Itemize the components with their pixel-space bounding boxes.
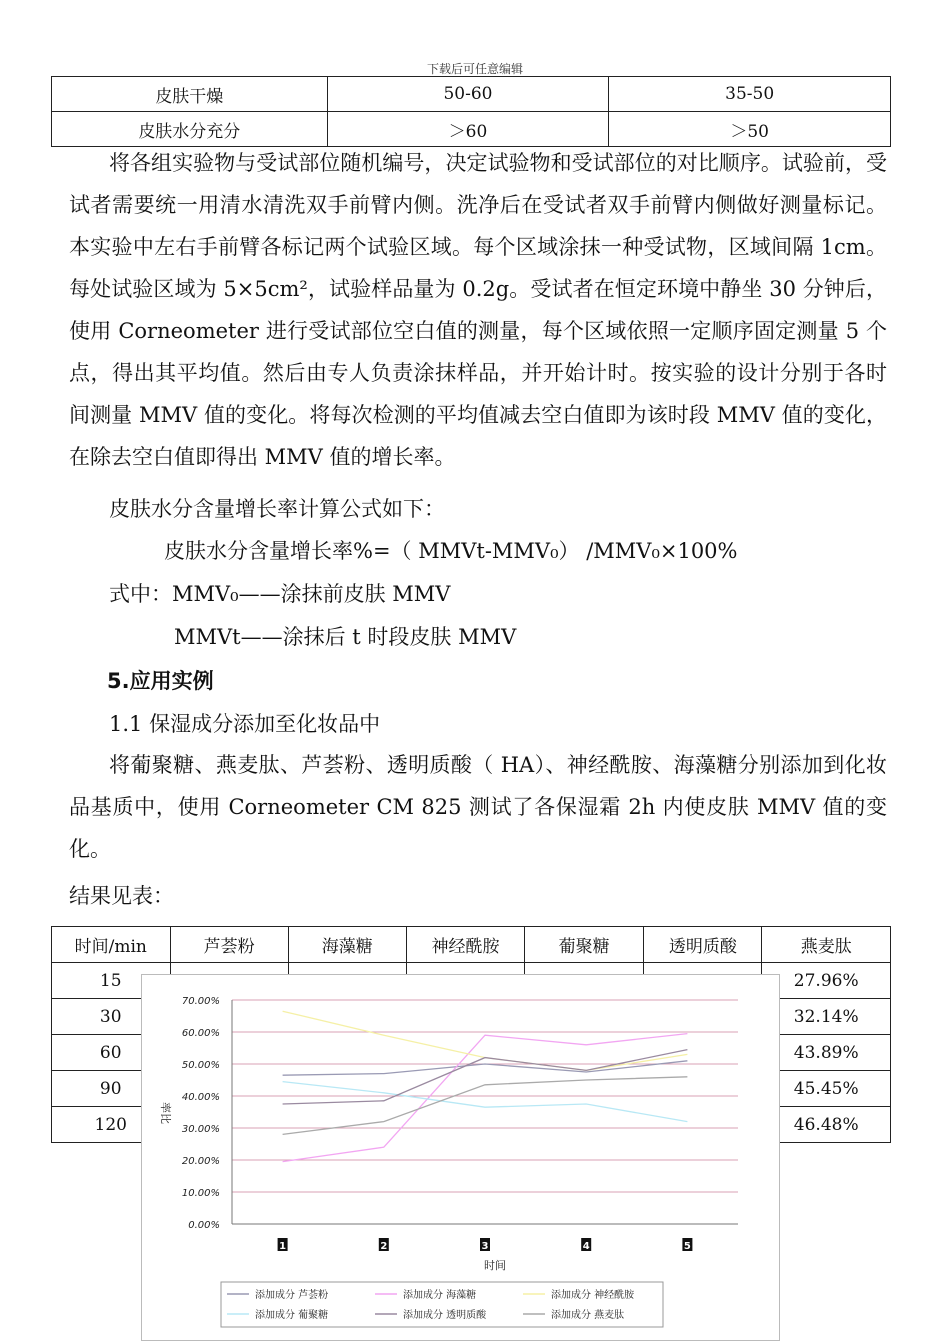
- legend-label: 添加成分 葡聚糖: [255, 1310, 329, 1321]
- y-tick-label: 50.00%: [181, 1060, 220, 1071]
- moisture-growth-line-chart: [141, 974, 780, 1341]
- table-header-cell: 葡聚糖: [525, 927, 644, 963]
- table-cell: 90: [52, 1071, 171, 1107]
- table-header-cell: 神经酰胺: [406, 927, 524, 963]
- formula-intro: 皮肤水分含量增长率计算公式如下：: [109, 497, 445, 521]
- formula-where-2: MMVt——涂抹后 t 时段皮肤 MMV: [174, 625, 517, 649]
- section-title: 5.应用实例: [107, 669, 214, 693]
- table-cell: 30: [52, 999, 171, 1035]
- y-tick-label: 10.00%: [181, 1188, 220, 1199]
- results-label: 结果见表：: [69, 884, 174, 908]
- x-tick-label: 2: [380, 1241, 388, 1252]
- legend-label: 添加成分 燕麦肽: [551, 1310, 625, 1321]
- x-tick-label: 5: [683, 1241, 691, 1252]
- table-header-cell: 透明质酸: [644, 927, 762, 963]
- table-header-cell: 芦荟粉: [170, 927, 288, 963]
- table-cell: 120: [52, 1107, 171, 1143]
- y-tick-label: 60.00%: [181, 1028, 220, 1039]
- table-cell: 32.14%: [762, 999, 891, 1035]
- x-tick-label: 4: [582, 1241, 590, 1252]
- table-cell: 45.45%: [762, 1071, 891, 1107]
- series-line: [283, 1034, 688, 1162]
- table-cell: 50-60: [327, 77, 609, 112]
- table-row: [52, 77, 891, 112]
- series-line: [283, 1077, 688, 1135]
- table-cell: 35-50: [609, 77, 891, 112]
- y-tick-label: 20.00%: [181, 1156, 220, 1167]
- table-cell: ＞50: [609, 112, 891, 147]
- table-cell: 皮肤水分充分: [52, 112, 328, 147]
- series-line: [283, 1061, 688, 1075]
- legend-label: 添加成分 神经酰胺: [551, 1290, 635, 1301]
- table-cell: 60: [52, 1035, 171, 1071]
- subsection-title: 1.1 保湿成分添加至化妆品中: [109, 712, 381, 736]
- application-paragraph: 将葡聚糖、燕麦肽、芦荟粉、透明质酸（ HA）、神经酰胺、海藻糖分别添加到化妆品基质中，使用 Corneometer CM 825 测试了各保湿霜 2h 内使皮肤 MMV 值的变化。: [69, 753, 887, 861]
- x-tick-label: 1: [279, 1241, 287, 1252]
- table-header-cell: 海藻糖: [288, 927, 406, 963]
- table-cell: 27.96%: [762, 963, 891, 999]
- legend-label: 添加成分 芦荟粉: [255, 1290, 329, 1301]
- table-header-cell: 燕麦肽: [762, 927, 891, 963]
- legend-label: 添加成分 透明质酸: [403, 1310, 487, 1321]
- x-axis-label: 时间: [484, 1259, 506, 1272]
- legend-label: 添加成分 海藻糖: [403, 1290, 477, 1301]
- moisture-range-table: [51, 76, 891, 147]
- table-cell: ＞60: [327, 112, 609, 147]
- y-tick-label: 40.00%: [181, 1092, 220, 1103]
- method-paragraph: 将各组实验物与受试部位随机编号，决定试验物和受试部位的对比顺序。试验前，受试者需要统一用清水清洗双手前臂内侧。洗净后在受试者双手前臂内侧做好测量标记。本实验中左右手前臂各标记两个试验区域。每个区域涂抹一种受试物，区域间隔 1cm。每处试验区域为 5×5cm²，试验样品量为 0.2g。受试者在恒定环境中静坐 30 分钟后，使用 Corneometer 进行受试部位空白值的测量，每个区域依照一定顺序固定测量 5 个点，得出其平均值。然后由专人负责涂抹样品，并开始计时。按实验的设计分别于各时间测量 MMV 值的变化。将每次检测的平均值减去空白值即为该时段 MMV 值的变化，在除去空白值即得出 MMV 值的增长率。: [69, 151, 887, 469]
- table-cell: 15: [52, 963, 171, 999]
- table-header-cell: 时间/min: [52, 927, 171, 963]
- table-cell: 皮肤干燥: [52, 77, 328, 112]
- formula: 皮肤水分含量增长率%=（ MMVt-MMV₀） /MMV₀×100%: [164, 539, 738, 563]
- y-tick-label: 0.00%: [188, 1220, 220, 1231]
- formula-where-1: 式中：MMV₀——涂抹前皮肤 MMV: [109, 582, 451, 606]
- table-cell: 43.89%: [762, 1035, 891, 1071]
- y-tick-label: 70.00%: [181, 996, 220, 1007]
- y-tick-label: 30.00%: [181, 1124, 220, 1135]
- header-note: 下载后可任意编辑: [426, 62, 523, 76]
- table-cell: 46.48%: [762, 1107, 891, 1143]
- y-axis-label: 率比: [159, 1102, 172, 1124]
- x-tick-label: 3: [481, 1241, 489, 1252]
